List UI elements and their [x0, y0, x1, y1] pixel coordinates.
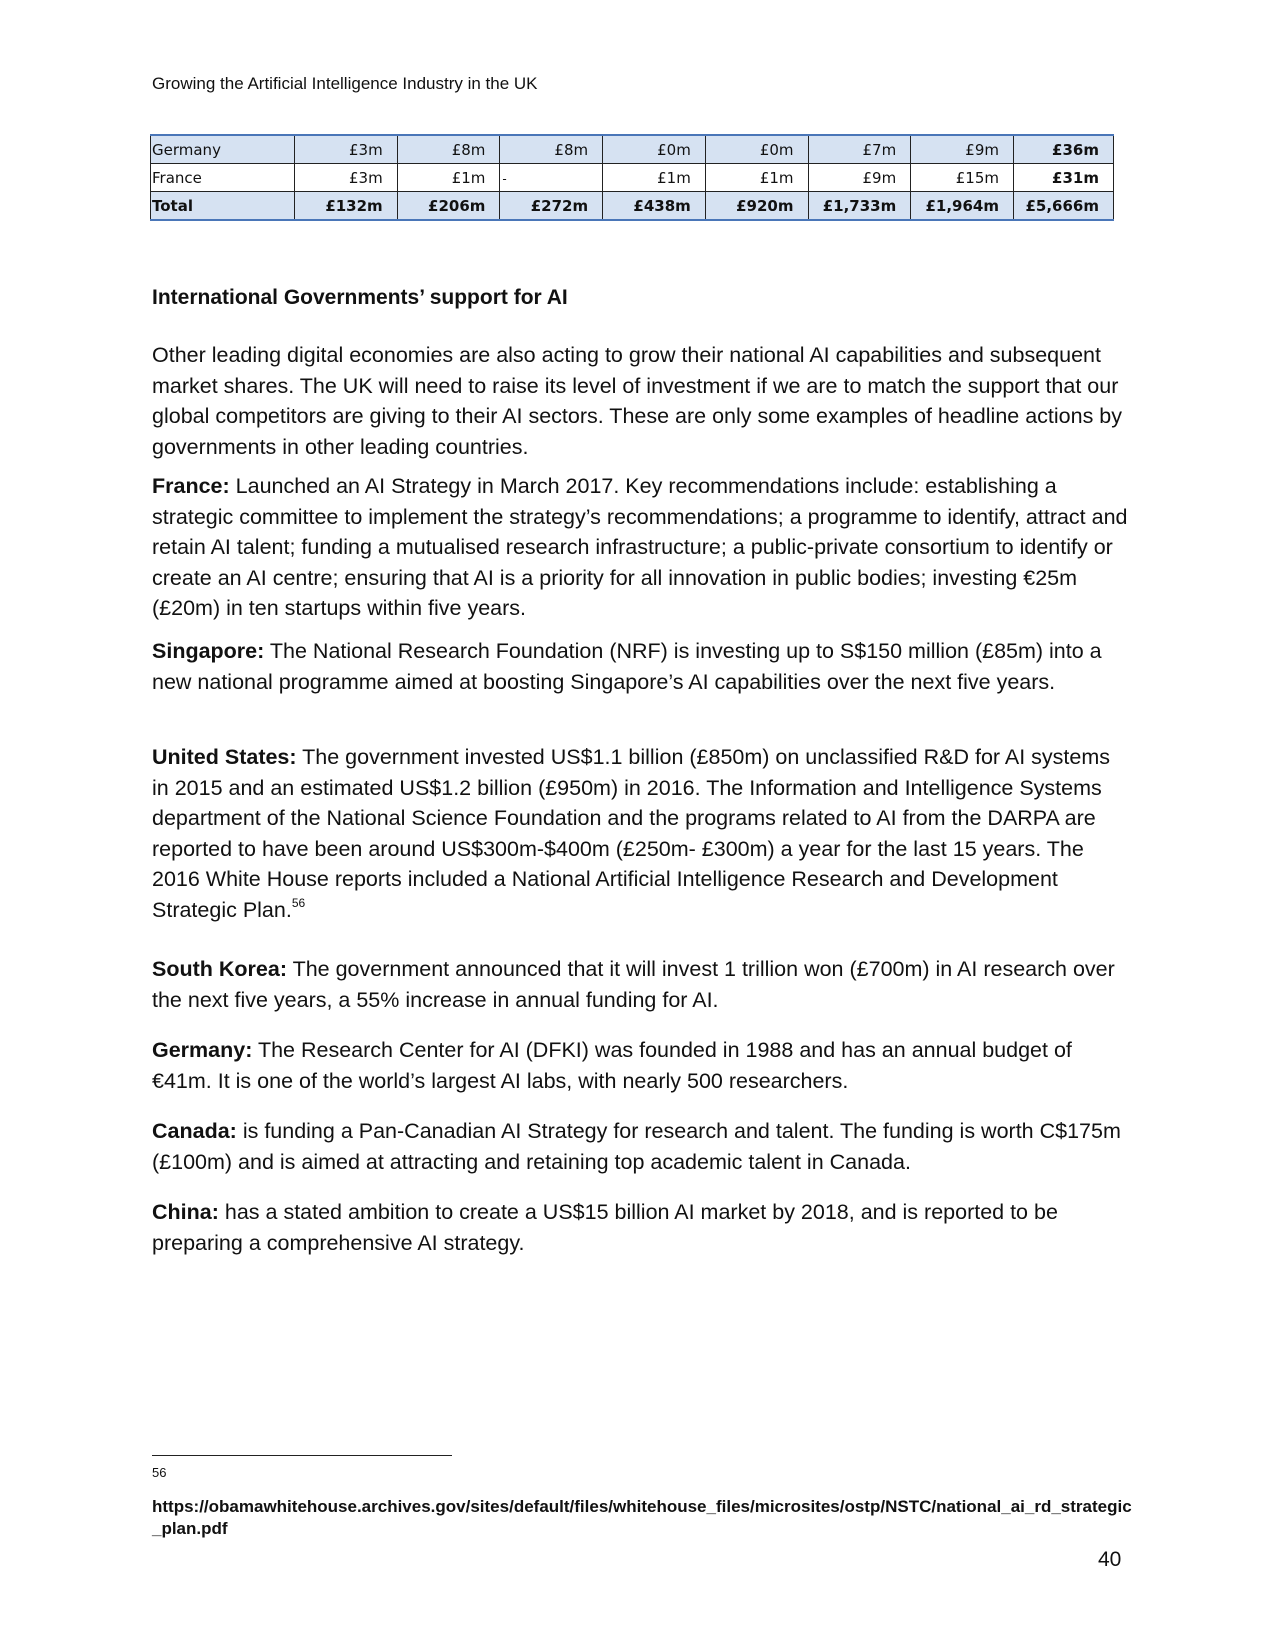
intro-paragraph: Other leading digital economies are also acting to grow their national AI capabilities and subsequent market shares. The UK will need to raise its level of investment if we are to match the support that our global competitors are giving to their AI sectors. These are only some examples of headline actions by governments in other leading countries.	[152, 343, 1123, 459]
table-cell: £1,733m	[808, 192, 911, 221]
table-cell: £1m	[603, 164, 706, 192]
table-cell: £206m	[397, 192, 500, 221]
row-total: £31m	[1014, 164, 1114, 192]
row-total: £36m	[1014, 135, 1114, 164]
country-name: South Korea:	[152, 957, 287, 981]
table-cell: £272m	[500, 192, 603, 221]
table-cell: £8m	[500, 135, 603, 164]
table-cell: £132m	[295, 192, 398, 221]
country-text: The government invested US$1.1 billion (£850m) on unclassified R&D for AI systems in 2015 and an estimated US$1.2 billion (£950m) in 2016. The Information and Intelligence Systems department of the National Science Foundation and the programs related to AI from the DARPA are reported to have been around US$300m-$400m (£250m- £300m) a year for the last 15 years. The 2016 White House reports included a National Artificial Intelligence Research and Development Strategic Plan.	[152, 745, 1110, 922]
country-text: Launched an AI Strategy in March 2017. Key recommendations include: establishing a strategic committee to implement the strategy’s recommendations; a programme to identify, attract and retain AI talent; funding a mutualised research infrastructure; a public-private consortium to identify or create an AI centre; ensuring that AI is a priority for all innovation in public bodies; investing €25m (£20m) in ten startups within five years.	[152, 474, 1128, 620]
country-paragraph-canada	[152, 1116, 1132, 1177]
country-name: Singapore:	[152, 639, 265, 663]
country-text: is funding a Pan-Canadian AI Strategy for research and talent. The funding is worth C$175m (£100m) and is aimed at attracting and retaining top academic talent in Canada.	[152, 1119, 1121, 1174]
country-paragraph-south-korea	[152, 954, 1132, 1015]
table-cell: £8m	[397, 135, 500, 164]
table-cell: £0m	[705, 135, 808, 164]
table-cell: £3m	[295, 135, 398, 164]
table-cell: £9m	[808, 164, 911, 192]
footnote-link[interactable]: https://obamawhitehouse.archives.gov/sites/default/files/whitehouse_files/microsites/ostp/NSTC/national_ai_rd_strategic_plan.pdf	[152, 1497, 1132, 1538]
country-text: The Research Center for AI (DFKI) was founded in 1988 and has an annual budget of €41m. It is one of the world’s largest AI labs, with nearly 500 researchers.	[152, 1038, 1072, 1093]
table-row-france	[151, 164, 1114, 192]
footnote-reference[interactable]: 56	[291, 895, 306, 910]
country-paragraph-france	[152, 471, 1132, 624]
row-label: Total	[151, 192, 295, 221]
country-paragraph-singapore	[152, 636, 1132, 697]
country-name: China:	[152, 1200, 219, 1224]
dash-mark: -	[502, 172, 507, 186]
row-label: Germany	[151, 135, 295, 164]
table-cell: £1,964m	[911, 192, 1014, 221]
table-cell: £438m	[603, 192, 706, 221]
table-row-total	[151, 192, 1114, 221]
table-cell: £3m	[295, 164, 398, 192]
country-name: United States:	[152, 745, 297, 769]
table-cell: £1m	[705, 164, 808, 192]
table-row-germany	[151, 135, 1114, 164]
table-cell-empty	[500, 164, 603, 192]
row-total: £5,666m	[1014, 192, 1114, 221]
country-paragraph-united-states	[152, 742, 1132, 925]
country-name: Germany:	[152, 1038, 253, 1062]
row-label: France	[151, 164, 295, 192]
table-cell: £15m	[911, 164, 1014, 192]
table-cell: £1m	[397, 164, 500, 192]
country-text: has a stated ambition to create a US$15 billion AI market by 2018, and is reported to be preparing a comprehensive AI strategy.	[152, 1200, 1058, 1255]
country-text: The government announced that it will invest 1 trillion won (£700m) in AI research over the next five years, a 55% increase in annual funding for AI.	[152, 957, 1115, 1012]
table-cell: £7m	[808, 135, 911, 164]
table-cell: £9m	[911, 135, 1014, 164]
funding-table	[150, 134, 1114, 221]
country-paragraph-germany	[152, 1035, 1132, 1096]
section-heading: International Governments’ support for AI	[152, 286, 568, 309]
country-name: France:	[152, 474, 230, 498]
country-name: Canada:	[152, 1119, 237, 1143]
country-text: The National Research Foundation (NRF) is investing up to S$150 million (£85m) into a new national programme aimed at boosting Singapore’s AI capabilities over the next five years.	[152, 639, 1102, 694]
footnote-number: 56	[152, 1465, 167, 1480]
table-cell: £920m	[705, 192, 808, 221]
footnote-divider	[152, 1455, 452, 1456]
table-cell: £0m	[603, 135, 706, 164]
running-header: Growing the Artificial Intelligence Industry in the UK	[152, 74, 538, 93]
country-paragraph-china	[152, 1197, 1132, 1258]
page-number: 40	[1098, 1548, 1122, 1571]
